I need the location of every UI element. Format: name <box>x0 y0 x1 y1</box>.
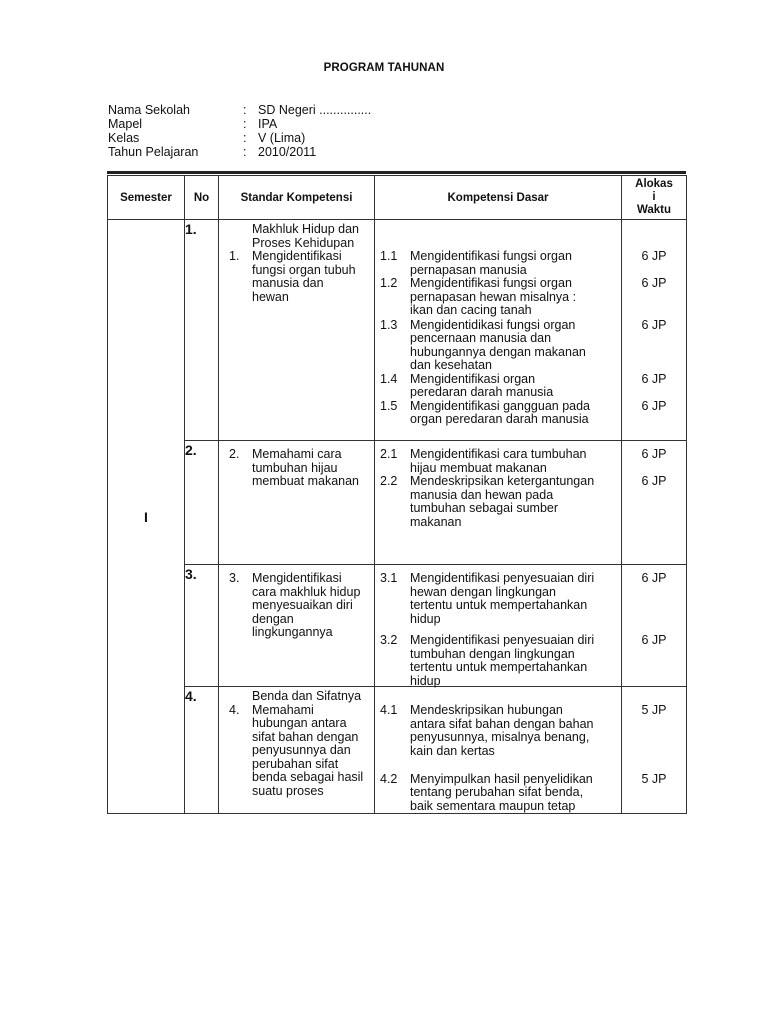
time-allocation: 6 JP <box>641 398 667 413</box>
kd-text-line: Mengidentifikasi cara tumbuhan <box>410 447 587 461</box>
info-label: Tahun Pelajaran <box>108 145 199 159</box>
row-number-cell <box>185 565 219 687</box>
kd-number: 3.1 <box>380 571 398 585</box>
header-alokasi-line-2: i <box>652 191 656 203</box>
kd-text-line: Menyimpulkan hasil penyelidikan <box>410 771 593 786</box>
kd-text-line: kain dan kertas <box>410 743 495 758</box>
kd-text-line: Mengidentifikasi organ <box>410 371 536 386</box>
kd-text-line: hijau membuat makanan <box>410 460 547 475</box>
time-allocation: 6 JP <box>641 371 667 386</box>
info-label: Nama Sekolah <box>108 103 190 117</box>
kd-text-line: peredaran darah manusia <box>410 385 554 400</box>
sk-text: hubungan antara <box>252 716 347 730</box>
kd-text-line: hidup <box>410 611 441 626</box>
sk-text-line <box>219 771 374 785</box>
sk-text-line <box>219 462 374 476</box>
sk-text-line <box>219 731 374 745</box>
kd-text-line: pernapasan manusia <box>410 262 527 277</box>
info-value: 2010/2011 <box>258 145 317 159</box>
kd-item <box>375 773 621 814</box>
info-separator: : <box>243 145 247 159</box>
kd-number: 1.4 <box>380 371 398 386</box>
info-separator: : <box>243 117 247 131</box>
sk-text: Mengidentifikasi <box>252 571 342 585</box>
standar-kompetensi-cell <box>219 220 375 441</box>
kd-text-line: tertentu untuk mempertahankan <box>410 598 588 612</box>
sk-text-line <box>219 613 374 627</box>
kd-text-line: tumbuhan dengan lingkungan <box>410 646 575 661</box>
sk-text-line <box>219 744 374 758</box>
sk-text-line <box>219 264 374 278</box>
sk-text: benda sebagai hasil <box>252 770 364 784</box>
sk-text: penyusunnya dan <box>252 743 351 757</box>
sk-text: Memahami cara <box>252 447 342 461</box>
alokasi-waktu-cell <box>622 565 687 687</box>
kd-text-line: penyusunnya, misalnya benang, <box>410 730 590 744</box>
kd-item <box>375 704 621 758</box>
sk-text-line <box>219 448 374 462</box>
row-number: 3. <box>185 566 197 582</box>
sk-text: cara makhluk hidup <box>252 584 361 599</box>
sk-text: hewan <box>252 289 289 304</box>
kd-item <box>375 277 621 318</box>
sk-text: lingkungannya <box>252 625 333 639</box>
standar-kompetensi-cell <box>219 687 375 814</box>
kd-text-line: Mengidentifikasi fungsi organ <box>410 276 572 290</box>
kd-number: 4.1 <box>380 703 398 717</box>
kd-text-line: pernapasan hewan misalnya : <box>410 289 577 304</box>
kd-number: 1.1 <box>380 249 398 263</box>
header-alokasi-line-3: Waktu <box>636 204 672 216</box>
kd-item <box>375 319 621 373</box>
time-allocation: 5 JP <box>641 703 667 717</box>
sk-text: membuat makanan <box>252 474 360 488</box>
sk-text-line <box>219 704 374 718</box>
alokasi-waktu-cell <box>622 220 687 441</box>
time-allocation: 6 JP <box>641 571 667 585</box>
time-allocation: 6 JP <box>641 276 667 290</box>
kd-text-line: Mengidentifikasi penyesuaian diri <box>410 571 595 585</box>
table-row <box>108 441 687 565</box>
kd-text-line: manusia dan hewan pada <box>410 487 554 502</box>
header-standar-kompetensi: Standar Kompetensi <box>219 176 375 220</box>
sk-text-line <box>219 250 374 264</box>
sk-text: tumbuhan hijau <box>252 460 338 475</box>
kd-number: 2.2 <box>380 474 398 488</box>
row-number: 2. <box>185 442 197 458</box>
sk-text-line <box>219 599 374 613</box>
kd-number: 3.2 <box>380 633 398 648</box>
kd-item <box>375 400 621 427</box>
kd-text-line: antara sifat bahan dengan bahan <box>410 716 594 731</box>
time-allocation: 6 JP <box>641 633 667 648</box>
row-number: 1. <box>185 221 197 237</box>
program-table <box>107 175 687 814</box>
sk-text-line <box>219 586 374 600</box>
info-separator: : <box>243 131 247 145</box>
kd-text-line: Mendeskripsikan ketergantungan <box>410 474 595 488</box>
sk-number: 3. <box>229 571 240 585</box>
sk-number: 1. <box>229 249 240 263</box>
sk-text-line <box>219 277 374 291</box>
info-value: SD Negeri ............... <box>258 103 372 117</box>
sk-heading-line: Makhluk Hidup dan <box>252 222 360 236</box>
kd-text-line: pencernaan manusia dan <box>410 331 552 346</box>
kd-number: 1.2 <box>380 276 398 290</box>
sk-text-line <box>219 291 374 305</box>
time-allocation: 6 JP <box>641 447 667 461</box>
kompetensi-dasar-cell <box>375 565 622 687</box>
sk-text: manusia dan <box>252 276 324 290</box>
sk-text-line <box>219 572 374 586</box>
kd-text-line: Mengidentidikasi fungsi organ <box>410 317 576 332</box>
kompetensi-dasar-cell <box>375 441 622 565</box>
kd-text-line: tentang perubahan sifat benda, <box>410 785 584 800</box>
table-row <box>108 687 687 814</box>
kd-text-line: baik sementara maupun tetap <box>410 798 576 813</box>
kd-item <box>375 572 621 626</box>
sk-text: perubahan sifat <box>252 756 339 771</box>
sk-number: 2. <box>229 447 240 461</box>
sk-text-line <box>219 785 374 799</box>
row-number: 4. <box>185 688 197 704</box>
sk-text: Memahami <box>252 702 314 717</box>
header-no: No <box>185 176 219 220</box>
row-number-cell <box>185 220 219 441</box>
header-alokasi-line-1: Alokas <box>635 178 673 190</box>
header-semester: Semester <box>108 176 185 220</box>
sk-heading-line: Proses Kehidupan <box>252 235 355 250</box>
sk-text-line <box>219 475 374 489</box>
kd-text-line: Mendeskripsikan hubungan <box>410 703 563 717</box>
semester-cell: I <box>108 220 185 814</box>
info-separator: : <box>243 103 247 117</box>
sk-text: dengan <box>252 611 294 626</box>
kd-text-line: Mengidentifikasi gangguan pada <box>410 398 590 413</box>
kd-text-line: makanan <box>410 514 462 529</box>
header-kompetensi-dasar: Kompetensi Dasar <box>375 176 622 220</box>
kd-text-line: dan kesehatan <box>410 358 493 373</box>
row-number-cell <box>185 687 219 814</box>
info-value: IPA <box>258 117 278 131</box>
time-allocation: 6 JP <box>641 317 667 332</box>
sk-text: fungsi organ tubuh <box>252 262 356 277</box>
kd-number: 1.5 <box>380 398 398 413</box>
kd-text-line: hewan dengan lingkungan <box>410 584 556 599</box>
kd-text-line: tertentu untuk mempertahankan <box>410 660 588 675</box>
header-rule <box>107 171 686 174</box>
sk-text-line <box>219 758 374 772</box>
kd-text-line: Mengidentifikasi penyesuaian diri <box>410 633 595 648</box>
table-row <box>108 565 687 687</box>
time-allocation: 6 JP <box>641 474 667 488</box>
table-header-row <box>108 176 687 220</box>
sk-text: suatu proses <box>252 783 324 798</box>
kd-text-line: ikan dan cacing tanah <box>410 303 532 317</box>
row-number-cell <box>185 441 219 565</box>
kd-text-line: hidup <box>410 673 441 688</box>
kompetensi-dasar-cell <box>375 687 622 814</box>
standar-kompetensi-cell <box>219 441 375 565</box>
table-row <box>108 220 687 441</box>
alokasi-waktu-cell <box>622 441 687 565</box>
info-label: Kelas <box>108 131 140 145</box>
kd-item <box>375 250 621 277</box>
sk-number: 4. <box>229 702 240 717</box>
alokasi-waktu-cell <box>622 687 687 814</box>
time-allocation: 6 JP <box>641 249 667 263</box>
info-label: Mapel <box>108 117 143 131</box>
kd-text-line: organ peredaran darah manusia <box>410 412 589 427</box>
sk-text-line <box>219 626 374 640</box>
kd-number: 4.2 <box>380 771 398 786</box>
sk-text: menyesuaikan diri <box>252 598 353 612</box>
kd-item <box>375 475 621 529</box>
header-alokasi-waktu <box>622 176 687 220</box>
kd-number: 1.3 <box>380 317 398 332</box>
sk-heading-line: Benda dan Sifatnya <box>252 689 362 703</box>
kompetensi-dasar-cell <box>375 220 622 441</box>
document-title: PROGRAM TAHUNAN <box>323 62 445 74</box>
kd-text-line: hubungannya dengan makanan <box>410 344 586 359</box>
kd-text-line: tumbuhan sebagai sumber <box>410 501 559 515</box>
kd-item <box>375 448 621 475</box>
sk-text: Mengidentifikasi <box>252 249 342 263</box>
kd-item <box>375 373 621 400</box>
kd-number: 2.1 <box>380 447 398 461</box>
sk-text: sifat bahan dengan <box>252 729 359 744</box>
sk-text-line <box>219 717 374 731</box>
standar-kompetensi-cell <box>219 565 375 687</box>
kd-item <box>375 634 621 688</box>
info-value: V (Lima) <box>258 131 306 145</box>
time-allocation: 5 JP <box>641 771 667 786</box>
kd-text-line: Mengidentifikasi fungsi organ <box>410 249 572 263</box>
